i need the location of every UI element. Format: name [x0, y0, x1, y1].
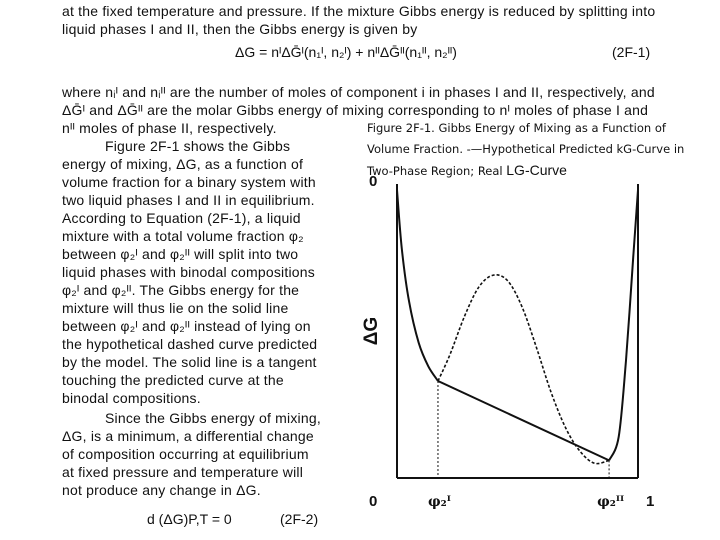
column-text-line: of composition occurring at equilibrium: [62, 446, 309, 462]
x-tick-label-0: 0: [369, 493, 378, 510]
body-text-line: at the fixed temperature and pressure. If the mixture Gibbs energy is reduced by splitting into: [62, 3, 656, 19]
equation-2f2: d (ΔG)P,T = 0: [147, 511, 232, 527]
figure-caption-tail: LG-Curve: [506, 162, 567, 178]
figure-caption-text: Figure 2F-1. Gibbs Energy of Mixing as a Function of Volume Fraction. -—Hypothetical Predicted kG-Curve in Two-Phase Region; Real: [367, 121, 685, 178]
column-text-line: by the model. The solid line is a tangent: [62, 354, 317, 370]
column-text-line: touching the predicted curve at the: [62, 372, 284, 388]
column-text-line: volume fraction for a binary system with: [62, 174, 316, 190]
column-text-line: According to Equation (2F-1), a liquid: [62, 210, 301, 226]
column-text-line: Figure 2F-1 shows the Gibbs: [105, 138, 291, 154]
column-text-line: liquid phases with binodal compositions: [62, 264, 315, 280]
real-curve-left-branch: [397, 190, 438, 381]
body-text-line: where nᵢᴵ and nᵢᴵᴵ are the number of moles of component i in phases I and II, respectively, and: [62, 84, 655, 100]
column-text-line: the hypothetical dashed curve predicted: [62, 336, 318, 352]
equation-number-2f2: (2F-2): [280, 511, 319, 527]
tangent-line: [438, 381, 609, 460]
body-text-line: liquid phases I and II, then the Gibbs energy is given by: [62, 21, 418, 37]
real-curve-right-branch: [609, 190, 638, 461]
column-text-line: mixture will thus lie on the solid line: [62, 300, 289, 316]
column-text-line: mixture with a total volume fraction φ₂: [62, 228, 304, 244]
x-tick-label-phi1: φ₂ᴵ: [427, 494, 451, 510]
y-axis-label: ΔG: [361, 316, 382, 346]
column-text-line: not produce any change in ΔG.: [62, 482, 261, 498]
column-text-line: at fixed pressure and temperature will: [62, 464, 304, 480]
y-tick-label-0: 0: [369, 173, 378, 190]
column-text-line: between φ₂ᴵ and φ₂ᴵᴵ instead of lying on: [62, 318, 311, 334]
chart-marks: [361, 173, 654, 510]
body-text-line: ΔḠᴵ and ΔḠᴵᴵ are the molar Gibbs energy of mixing corresponding to nᴵ moles of phase I and: [62, 102, 649, 118]
column-text-line: two liquid phases I and II in equilibrium.: [62, 192, 315, 208]
equation-2f1: ΔG = nᴵΔḠᴵ(n₁ᴵ, n₂ᴵ) + nᴵᴵΔḠᴵᴵ(n₁ᴵᴵ, n₂ᴵᴵ): [235, 44, 457, 60]
column-text-line: binodal compositions.: [62, 390, 201, 406]
equation-number-2f1: (2F-1): [612, 44, 651, 60]
x-tick-label-phi2: φ₂ᴵᴵ: [597, 494, 625, 510]
column-text-line: ΔG, is a minimum, a differential change: [62, 428, 314, 444]
hypothetical-dashed-curve: [438, 275, 609, 464]
body-text-line: nᴵᴵ moles of phase II, respectively.: [62, 120, 277, 136]
column-text-line: between φ₂ᴵ and φ₂ᴵᴵ will split into two: [62, 246, 299, 262]
x-tick-label-1: 1: [646, 493, 655, 510]
column-text-line: energy of mixing, ΔG, as a function of: [62, 156, 304, 172]
column-text-line: Since the Gibbs energy of mixing,: [105, 410, 321, 426]
column-text-line: φ₂ᴵ and φ₂ᴵᴵ. The Gibbs energy for the: [62, 282, 300, 298]
